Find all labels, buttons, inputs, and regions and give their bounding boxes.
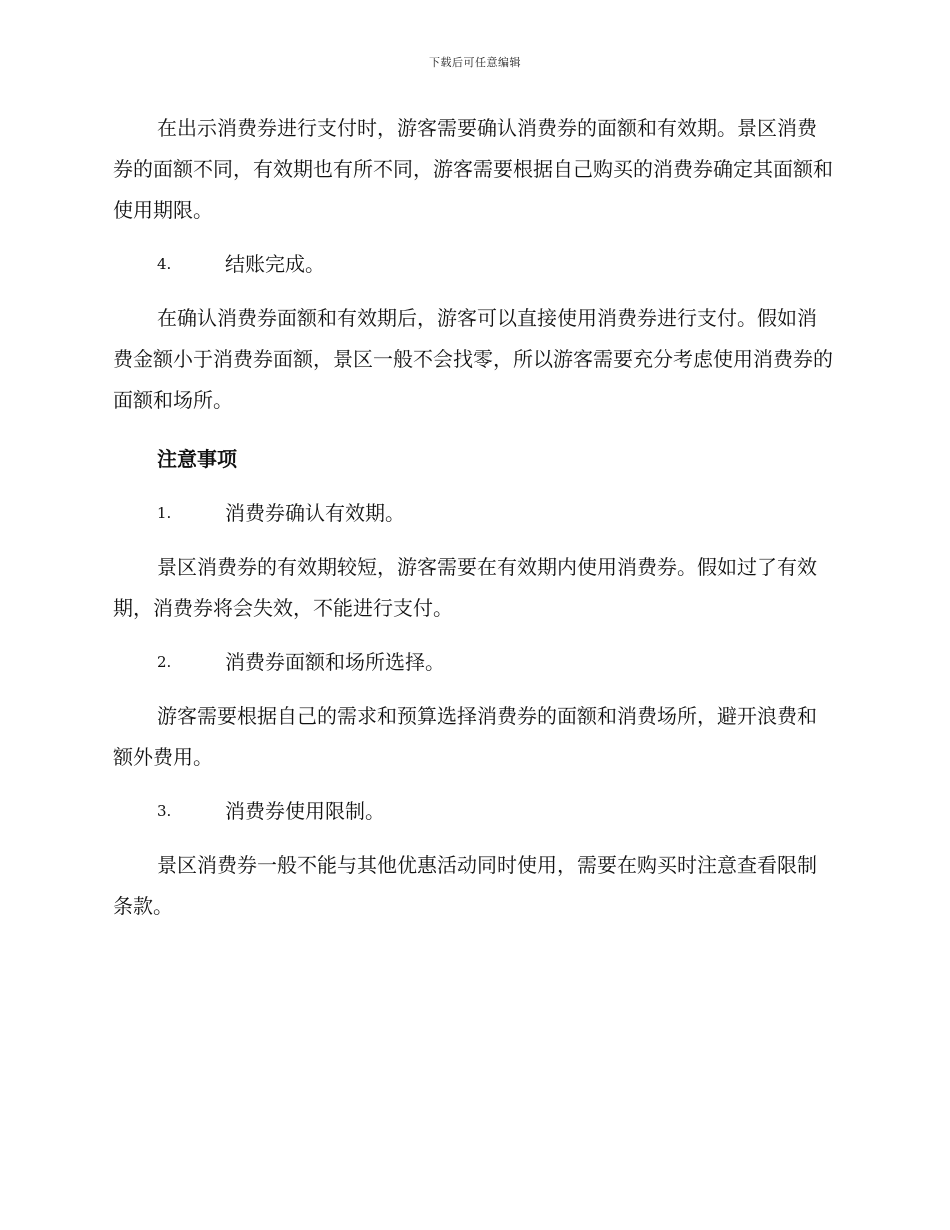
note-title: 消费券确认有效期。 [225,501,405,525]
paragraph-checkout: 在确认消费券面额和有效期后，游客可以直接使用消费券进行支付。假如消费金额小于消费券面额，景区一般不会找零，所以游客需要充分考虑使用消费券的面额和场所。 [113,306,833,412]
paragraph-payment-check: 在出示消费券进行支付时，游客需要确认消费券的面额和有效期。景区消费券的面额不同，有效期也有所不同，游客需要根据自己购买的消费券确定其面额和使用期限。 [113,116,833,222]
step-item-4 [113,244,833,285]
section-heading-notes: 注意事项 [157,447,237,471]
note-number: 2. [157,653,172,671]
step-number: 4. [157,255,172,273]
note-item-1 [113,493,833,534]
note-title: 消费券面额和场所选择。 [225,650,445,674]
step-text: 结账完成。 [225,252,325,276]
paragraph-note-2: 游客需要根据自己的需求和预算选择消费券的面额和消费场所，避开浪费和额外费用。 [113,704,817,769]
document-body [113,108,833,940]
note-item-2 [113,642,833,683]
note-number: 1. [157,504,172,522]
paragraph-note-1: 景区消费券的有效期较短，游客需要在有效期内使用消费券。假如过了有效期，消费券将会失效，不能进行支付。 [113,555,817,620]
paragraph-note-3: 景区消费券一般不能与其他优惠活动同时使用，需要在购买时注意查看限制条款。 [113,853,817,918]
note-number: 3. [157,802,172,820]
header-note: 下载后可任意编辑 [429,56,521,69]
note-item-3 [113,791,833,832]
note-title: 消费券使用限制。 [225,799,385,823]
